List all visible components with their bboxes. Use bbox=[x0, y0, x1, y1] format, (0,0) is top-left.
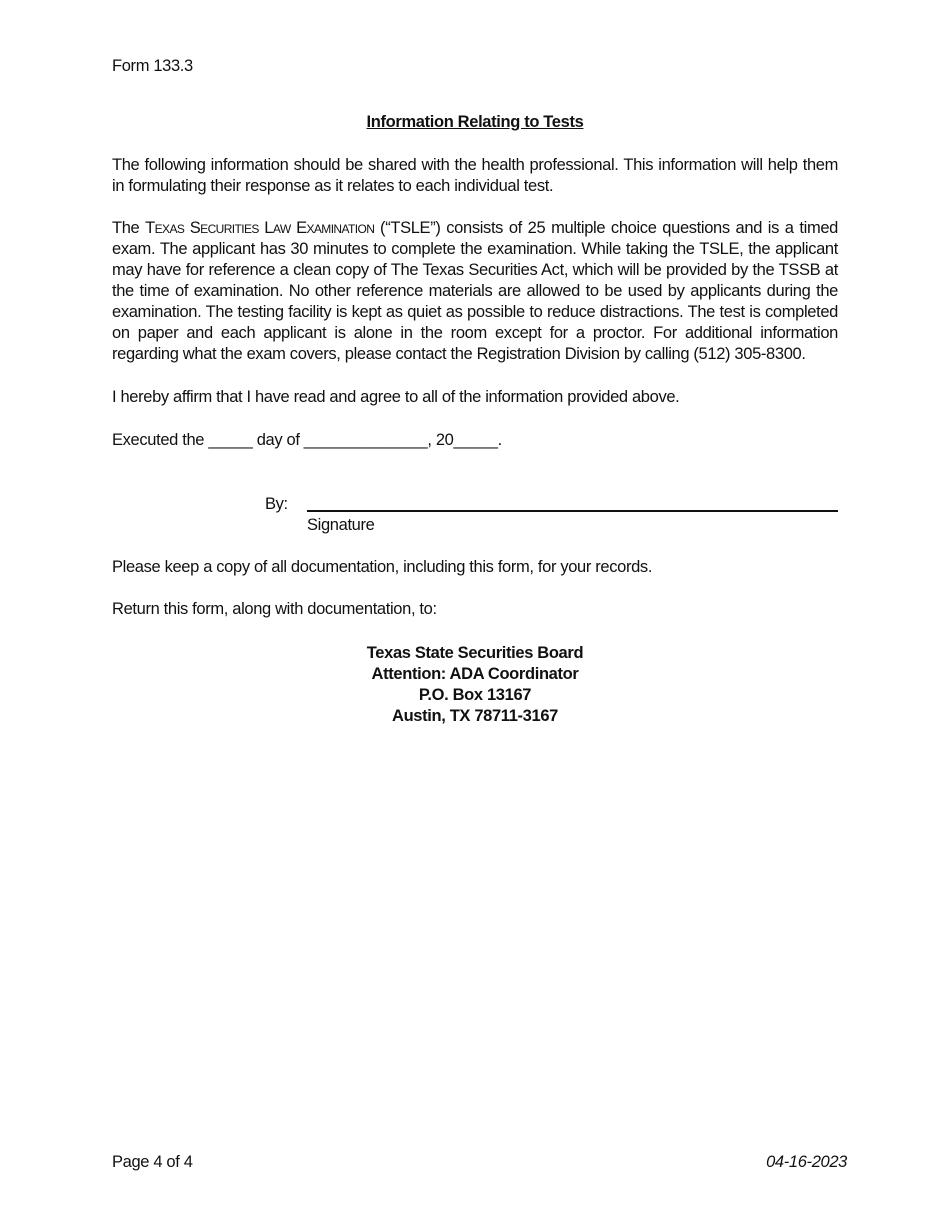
revision-date: 04-16-2023 bbox=[766, 1153, 847, 1171]
signature-by-label: By: bbox=[265, 495, 288, 513]
executed-line: Executed the _____ day of ______________, 20_____. bbox=[112, 431, 502, 449]
records-note: Please keep a copy of all documentation, including this form, for your records. bbox=[112, 558, 653, 576]
return-note: Return this form, along with documentation, to: bbox=[112, 600, 437, 618]
exam-lead: The bbox=[112, 219, 146, 237]
mailing-address bbox=[0, 643, 950, 727]
signature-caption: Signature bbox=[307, 516, 375, 534]
intro-paragraph: The following information should be shared with the health professional. This information will help them in formulating their response as it relates to each individual test. bbox=[112, 156, 838, 195]
form-number: Form 133.3 bbox=[112, 57, 193, 75]
page-title: Information Relating to Tests bbox=[366, 113, 584, 131]
address-line: Texas State Securities Board bbox=[366, 644, 584, 662]
address-line: P.O. Box 13167 bbox=[418, 686, 532, 704]
affirmation-text: I hereby affirm that I have read and agree to all of the information provided above. bbox=[112, 388, 680, 406]
exam-text: (“TSLE”) consists of 25 multiple choice questions and is a timed exam. The applicant has 30 minutes to complete the examination. While taking the TSLE, the applicant may have for reference a clean copy of The Texas Securities Act, which will be provided by the TSSB at the time of examination. No other reference materials are allowed to be used by applicants during the examination. The testing facility is kept as quiet as possible to reduce distractions. The test is completed on paper and each applicant is alone in the room except for a proctor. For additional information regarding what the exam covers, please contact the Registration Division by calling (512) 305-8300. bbox=[112, 219, 838, 363]
page-number: Page 4 of 4 bbox=[112, 1153, 193, 1171]
address-line: Austin, TX 78711-3167 bbox=[392, 707, 558, 725]
address-line: Attention: ADA Coordinator bbox=[371, 665, 579, 683]
signature-line bbox=[307, 510, 838, 512]
exam-name: Texas Securities Law Examination bbox=[145, 219, 375, 237]
exam-paragraph bbox=[112, 218, 838, 365]
